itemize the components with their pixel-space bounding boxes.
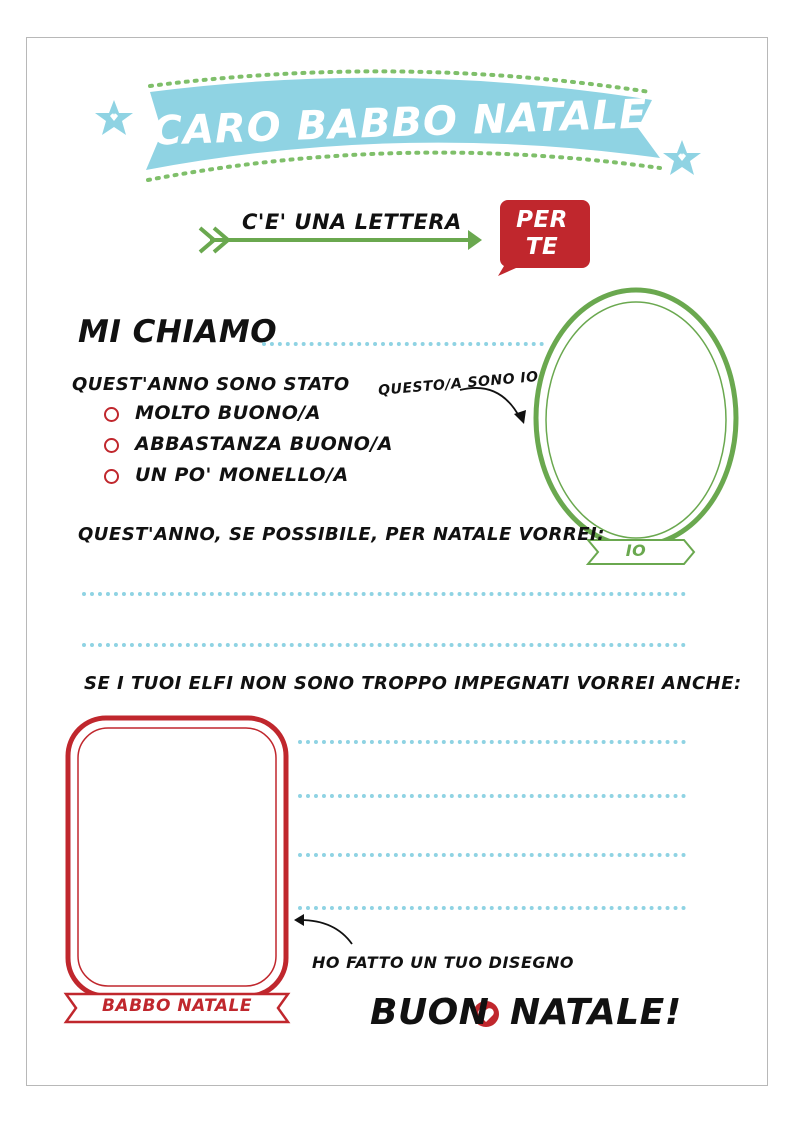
option-radio-3[interactable] — [104, 469, 119, 484]
wish-line-1[interactable] — [82, 592, 686, 596]
extra-line-3[interactable] — [298, 853, 686, 857]
drawing-area[interactable] — [80, 730, 274, 984]
extra-label: SE I TUOI ELFI NON SONO TROPPO IMPEGNATI VORREI ANCHE: — [84, 673, 742, 694]
tag-line-1: PER — [516, 207, 568, 233]
extra-line-1[interactable] — [298, 740, 686, 744]
star-icon-left — [95, 100, 133, 135]
portrait-caption: QUESTO/A SONO IO — [377, 369, 540, 399]
option-radio-2[interactable] — [104, 438, 119, 453]
wish-line-2[interactable] — [82, 643, 686, 647]
letter-subtitle: C'E' UNA LETTERA — [242, 210, 462, 234]
page-title: CARO BABBO NATALE — [151, 91, 649, 155]
option-label-1: MOLTO BUONO/A — [135, 402, 322, 424]
arrow-icon-portrait — [460, 388, 520, 418]
star-icon-right — [663, 140, 701, 175]
closing-word-1: BUON — [370, 992, 490, 1033]
tag-line-2: TE — [525, 234, 559, 260]
portrait-photo-area[interactable] — [556, 310, 716, 530]
name-label: MI CHIAMO — [78, 314, 278, 350]
wish-label: QUEST'ANNO, SE POSSIBILE, PER NATALE VORREI: — [78, 524, 605, 545]
extra-line-2[interactable] — [298, 794, 686, 798]
extra-line-4[interactable] — [298, 906, 686, 910]
portrait-ribbon-label: IO — [625, 541, 647, 560]
option-radio-1[interactable] — [104, 407, 119, 422]
drawing-ribbon-label: BABBO NATALE — [101, 996, 253, 1016]
drawing-caption: HO FATTO UN TUO DISEGNO — [312, 953, 574, 972]
arrow-icon-drawing — [300, 920, 352, 944]
option-label-3: UN PO' MONELLO/A — [135, 464, 349, 486]
name-line[interactable] — [262, 342, 544, 346]
behavior-label: QUEST'ANNO SONO STATO — [72, 374, 350, 395]
option-label-2: ABBASTANZA BUONO/A — [135, 433, 394, 455]
per-te-tag — [512, 207, 572, 261]
closing-word-2: NATALE! — [510, 992, 682, 1033]
